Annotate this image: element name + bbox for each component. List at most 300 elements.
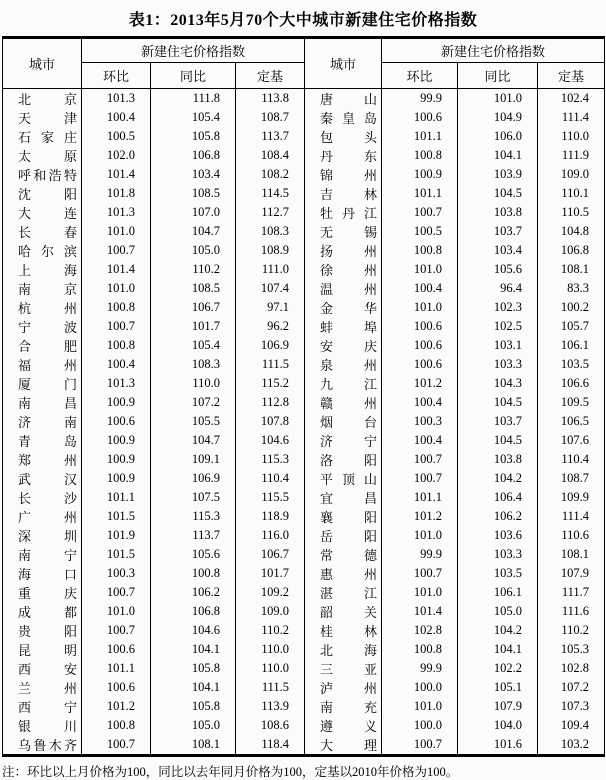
value-cell: 106.5 [538,412,605,431]
value-cell: 106.7 [151,298,236,317]
value-cell: 104.0 [458,716,538,735]
value-cell: 101.5 [82,507,151,526]
value-cell: 115.2 [236,374,305,393]
city-cell: 济南 [3,412,82,431]
table-row [3,108,605,127]
city-cell: 西宁 [3,697,82,716]
value-cell: 101.0 [382,298,458,317]
value-cell: 100.7 [82,583,151,602]
value-cell: 111.6 [538,602,605,621]
city-cell: 成都 [3,602,82,621]
city-cell: 牡丹江 [305,203,382,222]
value-cell: 114.5 [236,184,305,203]
table-body [3,89,605,756]
city-cell: 福州 [3,355,82,374]
value-cell: 100.3 [382,412,458,431]
city-cell: 大连 [3,203,82,222]
table-row [3,317,605,336]
value-cell: 104.5 [458,431,538,450]
city-cell: 呼和浩特 [3,165,82,184]
city-cell: 大理 [305,735,382,756]
value-cell: 108.1 [538,545,605,564]
value-cell: 103.4 [458,241,538,260]
header-base-left: 定基 [236,63,305,89]
page-title: 表1：2013年5月70个大中城市新建住宅价格指数 [128,12,478,29]
table-row [3,564,605,583]
value-cell: 101.3 [82,203,151,222]
value-cell: 106.8 [151,146,236,165]
value-cell: 108.4 [236,146,305,165]
value-cell: 111.5 [236,678,305,697]
value-cell: 100.9 [82,469,151,488]
city-cell: 桂林 [305,621,382,640]
city-cell: 广州 [3,507,82,526]
table-row [3,583,605,602]
city-cell: 惠州 [305,564,382,583]
value-cell: 110.5 [538,203,605,222]
value-cell: 107.3 [538,697,605,716]
value-cell: 105.6 [151,545,236,564]
value-cell: 100.3 [82,564,151,583]
value-cell: 111.0 [236,260,305,279]
value-cell: 106.4 [458,488,538,507]
header-mom-right: 环比 [382,63,458,89]
value-cell: 108.6 [236,716,305,735]
value-cell: 104.6 [151,621,236,640]
value-cell: 100.7 [82,241,151,260]
value-cell: 113.8 [236,89,305,109]
value-cell: 101.0 [458,89,538,109]
value-cell: 106.7 [236,545,305,564]
value-cell: 106.1 [538,336,605,355]
value-cell: 100.9 [82,393,151,412]
value-cell: 103.7 [458,412,538,431]
value-cell: 115.3 [151,507,236,526]
value-cell: 111.4 [538,507,605,526]
city-cell: 南充 [305,697,382,716]
value-cell: 99.9 [382,89,458,109]
value-cell: 100.6 [382,336,458,355]
value-cell: 115.5 [236,488,305,507]
header-city-right: 城市 [305,38,382,89]
value-cell: 103.8 [458,450,538,469]
table-row [3,298,605,317]
value-cell: 109.1 [151,450,236,469]
table-row [3,374,605,393]
value-cell: 100.6 [82,640,151,659]
value-cell: 101.1 [382,488,458,507]
value-cell: 104.1 [458,640,538,659]
city-cell: 湛江 [305,583,382,602]
value-cell: 103.8 [458,203,538,222]
value-cell: 101.9 [82,526,151,545]
value-cell: 101.0 [382,583,458,602]
value-cell: 99.9 [382,659,458,678]
value-cell: 112.8 [236,393,305,412]
value-cell: 101.1 [82,659,151,678]
value-cell: 105.4 [151,336,236,355]
value-cell: 109.5 [538,393,605,412]
value-cell: 104.1 [151,640,236,659]
city-cell: 太原 [3,146,82,165]
value-cell: 107.4 [236,279,305,298]
value-cell: 101.2 [382,507,458,526]
table-row [3,697,605,716]
value-cell: 100.2 [538,298,605,317]
value-cell: 104.7 [151,431,236,450]
value-cell: 100.6 [382,108,458,127]
value-cell: 113.9 [236,697,305,716]
value-cell: 101.7 [151,317,236,336]
city-cell: 岳阳 [305,526,382,545]
header-city-left: 城市 [3,38,82,89]
value-cell: 103.1 [458,336,538,355]
table-row [3,469,605,488]
value-cell: 100.6 [382,317,458,336]
table-row [3,241,605,260]
value-cell: 105.0 [151,716,236,735]
value-cell: 104.9 [458,108,538,127]
city-cell: 秦皇岛 [305,108,382,127]
value-cell: 108.5 [151,279,236,298]
value-cell: 101.0 [382,526,458,545]
table-row [3,526,605,545]
value-cell: 110.0 [151,374,236,393]
value-cell: 101.0 [82,602,151,621]
city-cell: 兰州 [3,678,82,697]
value-cell: 97.1 [236,298,305,317]
value-cell: 103.9 [458,165,538,184]
value-cell: 106.8 [151,602,236,621]
value-cell: 105.1 [458,678,538,697]
value-cell: 105.3 [538,640,605,659]
value-cell: 109.4 [538,716,605,735]
value-cell: 100.6 [82,678,151,697]
table-row [3,412,605,431]
value-cell: 103.3 [458,545,538,564]
value-cell: 110.2 [236,621,305,640]
value-cell: 100.4 [382,431,458,450]
city-cell: 杭州 [3,298,82,317]
value-cell: 102.8 [538,659,605,678]
value-cell: 100.4 [82,108,151,127]
city-cell: 平顶山 [305,469,382,488]
city-cell: 青岛 [3,431,82,450]
value-cell: 101.5 [82,545,151,564]
city-cell: 南宁 [3,545,82,564]
value-cell: 101.4 [382,602,458,621]
value-cell: 101.7 [236,564,305,583]
city-cell: 北京 [3,89,82,109]
value-cell: 101.0 [382,697,458,716]
value-cell: 104.5 [458,393,538,412]
table-row [3,507,605,526]
value-cell: 101.8 [82,184,151,203]
header-index-group-left: 新建住宅价格指数 [82,38,305,63]
city-cell: 郑州 [3,450,82,469]
city-cell: 扬州 [305,241,382,260]
value-cell: 101.1 [382,127,458,146]
city-cell: 海口 [3,564,82,583]
city-cell: 泸州 [305,678,382,697]
value-cell: 104.7 [151,222,236,241]
value-cell: 112.7 [236,203,305,222]
value-cell: 100.8 [82,298,151,317]
city-cell: 温州 [305,279,382,298]
city-cell: 宜昌 [305,488,382,507]
value-cell: 104.5 [458,184,538,203]
city-cell: 贵阳 [3,621,82,640]
city-cell: 洛阳 [305,450,382,469]
value-cell: 100.0 [382,716,458,735]
table-row [3,602,605,621]
value-cell: 105.4 [151,108,236,127]
city-cell: 天津 [3,108,82,127]
value-cell: 105.8 [151,127,236,146]
value-cell: 105.0 [151,241,236,260]
table-row [3,450,605,469]
city-cell: 蚌埠 [305,317,382,336]
city-cell: 安庆 [305,336,382,355]
value-cell: 100.7 [82,317,151,336]
value-cell: 107.8 [236,412,305,431]
value-cell: 104.2 [458,469,538,488]
header-yoy-left: 同比 [151,63,236,89]
value-cell: 101.3 [82,374,151,393]
value-cell: 108.1 [538,260,605,279]
table-row [3,165,605,184]
city-cell: 重庆 [3,583,82,602]
city-cell: 沈阳 [3,184,82,203]
value-cell: 100.7 [382,735,458,756]
value-cell: 111.4 [538,108,605,127]
value-cell: 100.8 [382,640,458,659]
value-cell: 111.7 [538,583,605,602]
value-cell: 101.0 [82,222,151,241]
city-cell: 厦门 [3,374,82,393]
value-cell: 110.6 [538,526,605,545]
value-cell: 102.5 [458,317,538,336]
table-row [3,716,605,735]
table-row [3,659,605,678]
value-cell: 118.4 [236,735,305,756]
table-header [3,38,605,89]
table-row [3,203,605,222]
city-cell: 银川 [3,716,82,735]
city-cell: 三亚 [305,659,382,678]
value-cell: 104.2 [458,621,538,640]
header-yoy-right: 同比 [458,63,538,89]
value-cell: 107.9 [458,697,538,716]
value-cell: 101.1 [82,488,151,507]
table-row [3,393,605,412]
value-cell: 115.3 [236,450,305,469]
city-cell: 石家庄 [3,127,82,146]
value-cell: 110.2 [151,260,236,279]
value-cell: 107.2 [538,678,605,697]
table-row [3,184,605,203]
value-cell: 99.9 [382,545,458,564]
city-cell: 深圳 [3,526,82,545]
value-cell: 105.6 [458,260,538,279]
table-row [3,545,605,564]
city-cell: 南昌 [3,393,82,412]
value-cell: 106.6 [538,374,605,393]
value-cell: 100.8 [382,241,458,260]
city-cell: 上海 [3,260,82,279]
value-cell: 103.5 [458,564,538,583]
value-cell: 101.4 [82,165,151,184]
table-row [3,279,605,298]
value-cell: 103.4 [151,165,236,184]
city-cell: 韶关 [305,602,382,621]
city-cell: 赣州 [305,393,382,412]
value-cell: 107.2 [151,393,236,412]
city-cell: 丹东 [305,146,382,165]
value-cell: 100.6 [82,412,151,431]
value-cell: 100.0 [382,678,458,697]
city-cell: 徐州 [305,260,382,279]
value-cell: 105.8 [151,659,236,678]
value-cell: 100.4 [382,279,458,298]
city-cell: 泉州 [305,355,382,374]
city-cell: 金华 [305,298,382,317]
value-cell: 100.7 [382,203,458,222]
value-cell: 105.8 [151,697,236,716]
table-row [3,735,605,756]
table-row [3,678,605,697]
table-row [3,640,605,659]
value-cell: 108.2 [236,165,305,184]
value-cell: 110.0 [236,659,305,678]
value-cell: 108.5 [151,184,236,203]
table-row [3,621,605,640]
value-cell: 100.7 [82,735,151,756]
city-cell: 襄阳 [305,507,382,526]
value-cell: 109.0 [236,602,305,621]
value-cell: 109.9 [538,488,605,507]
value-cell: 100.8 [82,716,151,735]
footnote: 注：环比以上月价格为100，同比以去年同月价格为100，定基以2010年价格为100。 [2,765,459,779]
value-cell: 100.9 [82,450,151,469]
value-cell: 105.5 [151,412,236,431]
value-cell: 107.9 [538,564,605,583]
value-cell: 113.7 [236,127,305,146]
value-cell: 106.8 [538,241,605,260]
city-cell: 包头 [305,127,382,146]
value-cell: 109.0 [538,165,605,184]
price-index-table [2,36,605,757]
city-cell: 常德 [305,545,382,564]
table-row [3,336,605,355]
city-cell: 乌鲁木齐 [3,735,82,756]
header-base-right: 定基 [538,63,605,89]
value-cell: 101.2 [382,374,458,393]
value-cell: 100.8 [151,564,236,583]
value-cell: 100.9 [382,165,458,184]
value-cell: 108.7 [538,469,605,488]
table-row [3,355,605,374]
value-cell: 102.8 [382,621,458,640]
value-cell: 110.0 [538,127,605,146]
value-cell: 100.6 [382,355,458,374]
value-cell: 104.1 [458,146,538,165]
value-cell: 101.6 [458,735,538,756]
value-cell: 108.1 [151,735,236,756]
city-cell: 哈尔滨 [3,241,82,260]
value-cell: 101.1 [382,184,458,203]
value-cell: 104.1 [151,678,236,697]
value-cell: 83.3 [538,279,605,298]
value-cell: 106.9 [236,336,305,355]
value-cell: 103.3 [458,355,538,374]
table-row [3,431,605,450]
city-cell: 吉林 [305,184,382,203]
table-row [3,488,605,507]
value-cell: 100.7 [382,564,458,583]
value-cell: 100.5 [82,127,151,146]
value-cell: 106.9 [151,469,236,488]
value-cell: 111.5 [236,355,305,374]
value-cell: 100.9 [82,431,151,450]
value-cell: 101.3 [82,89,151,109]
value-cell: 102.4 [538,89,605,109]
city-cell: 宁波 [3,317,82,336]
header-index-group-right: 新建住宅价格指数 [382,38,605,63]
table-row [3,146,605,165]
city-cell: 烟台 [305,412,382,431]
header-mom-left: 环比 [82,63,151,89]
value-cell: 101.0 [382,260,458,279]
value-cell: 100.8 [382,146,458,165]
value-cell: 96.4 [458,279,538,298]
value-cell: 101.0 [82,279,151,298]
value-cell: 105.0 [458,602,538,621]
value-cell: 105.7 [538,317,605,336]
value-cell: 106.2 [151,583,236,602]
value-cell: 104.6 [236,431,305,450]
city-cell: 合肥 [3,336,82,355]
city-cell: 九江 [305,374,382,393]
value-cell: 110.0 [236,640,305,659]
value-cell: 100.8 [82,336,151,355]
value-cell: 102.0 [82,146,151,165]
value-cell: 106.0 [458,127,538,146]
city-cell: 无锡 [305,222,382,241]
value-cell: 106.1 [458,583,538,602]
value-cell: 100.7 [382,450,458,469]
city-cell: 北海 [305,640,382,659]
value-cell: 108.9 [236,241,305,260]
city-cell: 锦州 [305,165,382,184]
city-cell: 南京 [3,279,82,298]
value-cell: 106.2 [458,507,538,526]
table-row [3,222,605,241]
value-cell: 104.8 [538,222,605,241]
city-cell: 济宁 [305,431,382,450]
value-cell: 111.8 [151,89,236,109]
city-cell: 长沙 [3,488,82,507]
value-cell: 109.2 [236,583,305,602]
city-cell: 武汉 [3,469,82,488]
value-cell: 116.0 [236,526,305,545]
table-row [3,127,605,146]
value-cell: 110.4 [538,450,605,469]
value-cell: 110.1 [538,184,605,203]
value-cell: 100.4 [382,393,458,412]
value-cell: 118.9 [236,507,305,526]
value-cell: 96.2 [236,317,305,336]
